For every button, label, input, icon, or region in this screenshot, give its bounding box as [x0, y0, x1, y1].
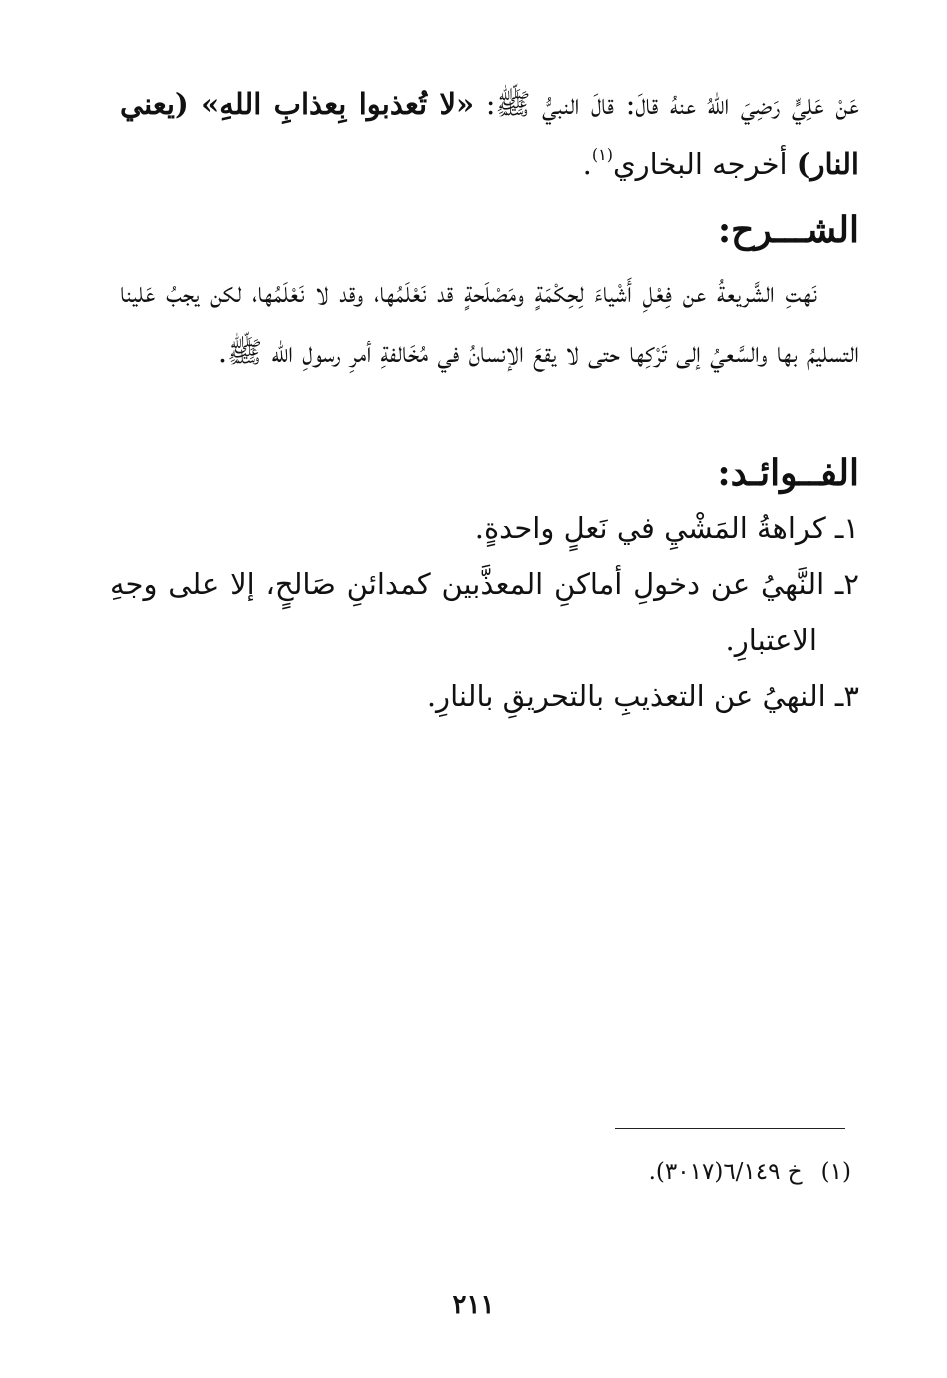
benefit-item: ٣ـ النهيُ عن التعذيبِ بالتحريقِ بالنارِ.	[426, 679, 859, 713]
hadith-quote: «لا تُعذبوا بِعذابِ اللهِ»	[201, 87, 475, 121]
sharh-heading: الشـــرح:	[717, 209, 859, 251]
footnote-number: (١)	[820, 1159, 851, 1185]
footnote-reference: (١)	[591, 145, 613, 164]
benefits-list	[110, 500, 859, 724]
benefit-item: ٢ـ النَّهيُ عن دخولِ أماكنِ المعذَّبين كمدائنِ صَالحٍ، إلا على وجهِ الاعتبارِ.	[110, 567, 859, 657]
sharh-section	[120, 262, 859, 382]
footnote	[649, 1152, 851, 1192]
footnote-divider	[615, 1128, 845, 1129]
footnote-text: خ ٦/١٤٩(٣٠١٧).	[648, 1159, 803, 1185]
hadith-intro: عَنْ عَلِيٍّ رَضِيَ اللهُ عنهُ قالَ: قالَ النبيُّ ﷺ:	[474, 87, 859, 121]
hadith-text	[120, 74, 859, 194]
hadith-end: .	[582, 147, 592, 181]
benefit-item: ١ـ كراهةُ المَشْيِ في نَعلٍ واحدةٍ.	[474, 511, 859, 545]
hadith-note: (يعني النار)	[120, 87, 859, 181]
page-number: ٢١١	[452, 1290, 495, 1320]
sharh-paragraph: نَهتِ الشَّريعةُ عن فِعْلِ أَشْياءَ لِحِكْمَةٍ ومَصْلَحةٍ قد نَعْلَمُها، وقد لا نَعْلَمُها، لكن يجبُ عَلينا التسليمُ بها والسَّعيُ إلى تَرْكِها حتى لا يقعَ الإنسانُ في مُخَالفةِ أمرِ رسولِ الله ﷺ.	[120, 275, 859, 369]
fawaid-heading: الفــوائـد:	[717, 452, 859, 494]
hadith-source: أخرجه البخاري	[612, 147, 797, 181]
